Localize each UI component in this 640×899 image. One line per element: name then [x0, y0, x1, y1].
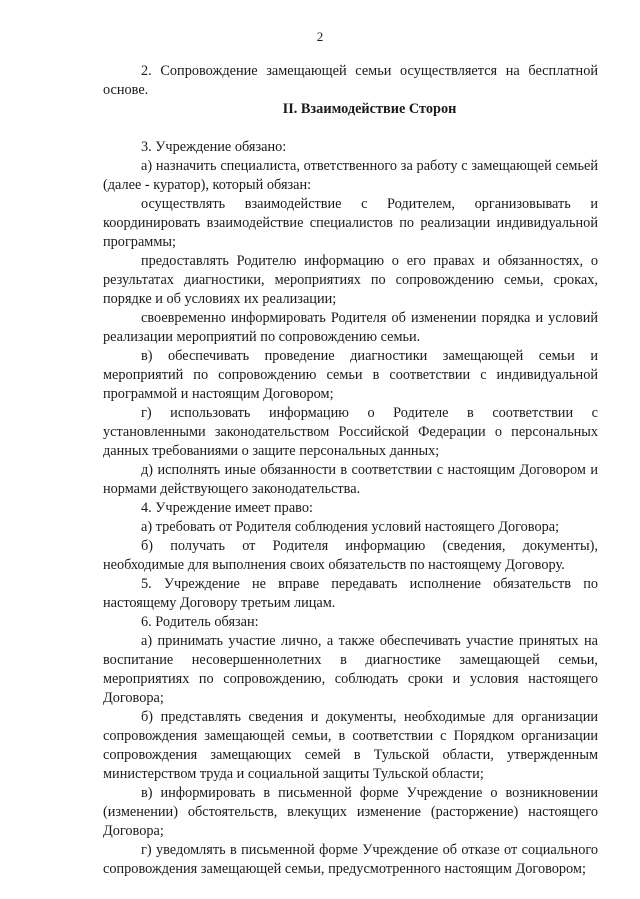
paragraph: своевременно информировать Родителя об изменении порядка и условий реализации мероприятий по сопровождению семьи. [103, 310, 598, 345]
paragraph: 2. Сопровождение замещающей семьи осуществляется на бесплатной основе. [103, 63, 598, 98]
section-heading: II. Взаимодействие Сторон [282, 101, 457, 117]
paragraph: а) назначить специалиста, ответственного за работу с замещающей семьей (далее - куратор), который обязан: [103, 158, 598, 193]
paragraph: в) информировать в письменной форме Учреждение о возникновении (изменении) обстоятельств, влекущих изменение (расторжение) настоящего Договора; [103, 785, 598, 839]
document-body [103, 62, 598, 879]
paragraph: 6. Родитель обязан: [141, 614, 259, 630]
paragraph: б) получать от Родителя информацию (сведения, документы), необходимые для выполнения своих обязательств по настоящему Договору. [103, 538, 598, 573]
paragraph: а) принимать участие лично, а также обеспечивать участие принятых на воспитание несовершеннолетних в диагностике замещающей семьи, мероприятиях по сопровождению, соблюдать сроки и условия настоящего Договора; [103, 633, 598, 706]
paragraph: предоставлять Родителю информацию о его правах и обязанностях, о результатах диагностики, мероприятиях по сопровождению семьи, сроках, порядке и об условиях их реализации; [103, 253, 598, 307]
paragraph: а) требовать от Родителя соблюдения условий настоящего Договора; [141, 519, 560, 535]
paragraph: осуществлять взаимодействие с Родителем, организовывать и координировать взаимодействие специалистов по реализации индивидуальной программы; [103, 196, 598, 250]
paragraph: г) уведомлять в письменной форме Учреждение об отказе от социального сопровождения замещающей семьи, предусмотренного настоящим Договором; [103, 842, 598, 877]
paragraph: г) использовать информацию о Родителе в соответствии с установленными законодательством Российской Федерации о персональных данных требованиями о защите персональных данных; [103, 405, 598, 459]
paragraph: б) представлять сведения и документы, необходимые для организации сопровождения замещающей семьи, в соответствии с Порядком организации сопровождения замещающих семей в Тульской области, утвержденным министерством труда и социальной защиты Тульской области; [103, 709, 598, 782]
paragraph: в) обеспечивать проведение диагностики замещающей семьи и мероприятий по сопровождению семьи в соответствии с индивидуальной программой и настоящим Договором; [103, 348, 598, 402]
page-number: 2 [316, 29, 324, 44]
paragraph: 4. Учреждение имеет право: [141, 500, 313, 516]
paragraph: д) исполнять иные обязанности в соответствии с настоящим Договором и нормами действующего законодательства. [103, 462, 598, 497]
paragraph: 5. Учреждение не вправе передавать исполнение обязательств по настоящему Договору третьим лицам. [103, 576, 598, 611]
paragraph: 3. Учреждение обязано: [141, 139, 287, 155]
